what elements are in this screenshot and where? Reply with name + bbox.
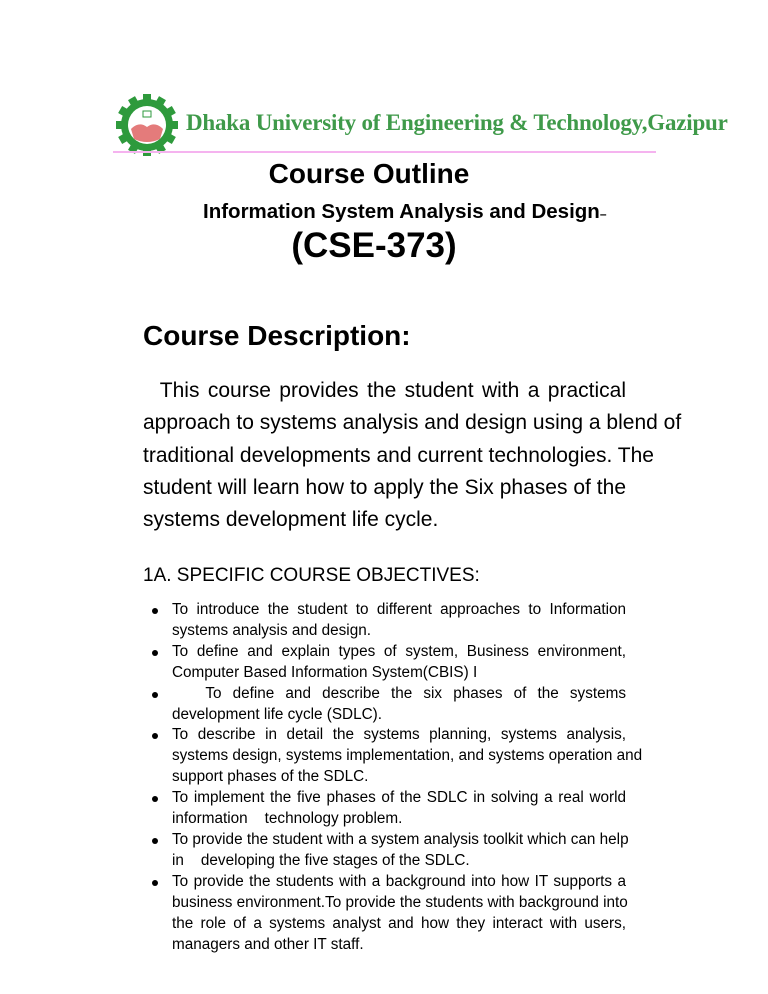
objectives-list [152,600,643,955]
objective-line: To define and explain types of system, Business environment, [172,642,626,660]
university-logo [114,93,180,157]
course-name [203,200,607,224]
objective-line: the role of a systems analyst and how they interact with users, [172,914,626,932]
objective-line: development life cycle (SDLC). [172,705,382,723]
header-divider [113,151,656,153]
objective-line: Computer Based Information System(CBIS) I [172,663,478,681]
objective-item [152,872,626,956]
objective-item [152,684,626,726]
objective-item [152,725,643,788]
description-line: This course provides the student with a practical [143,379,626,402]
course-name-suffix: – [599,207,607,221]
objective-item [152,830,629,872]
objective-line: in developing the five stages of the SDLC. [172,851,470,869]
university-name: Dhaka University of Engineering & Technology,Gazipur [186,110,728,135]
objective-item [152,600,626,642]
objective-item [152,642,626,684]
objective-line: information technology problem. [172,810,403,828]
description-line: systems development life cycle. [143,508,439,532]
objective-line: To implement the five phases of the SDLC in solving a real world [172,789,626,807]
objective-line: support phases of the SDLC. [172,768,369,786]
objective-line: To introduce the student to different approaches to Information [172,601,626,618]
objective-line: To define and describe the six phases of the systems [172,684,626,702]
objective-line: To provide the student with a system analysis toolkit which can help [172,830,629,848]
objective-item [152,788,626,830]
description-paragraph [143,375,682,536]
bullet-icon [152,608,158,614]
course-code: (CSE-373) [291,226,457,265]
bullet-icon [152,733,158,739]
objective-line: managers and other IT staff. [172,935,364,953]
bullet-icon [152,796,158,802]
objectives-heading: 1A. SPECIFIC COURSE OBJECTIVES: [143,565,480,586]
bullet-icon [152,650,158,656]
description-line: approach to systems analysis and design using a blend of [143,411,682,435]
bullet-icon [152,692,158,698]
description-line: student will learn how to apply the Six phases of the [143,475,626,499]
bullet-icon [152,838,158,844]
description-heading: Course Description: [143,320,411,351]
page-title: Course Outline [268,158,470,189]
course-name-text: Information System Analysis and Design [203,200,600,223]
description-line: traditional developments and current technologies. The [143,443,654,467]
objective-line: systems analysis and design. [172,621,371,639]
objective-line: To provide the students with a background into how IT supports a [172,872,626,890]
objective-line: systems design, systems implementation, and systems operation and [172,747,643,765]
bullet-icon [152,880,158,886]
objective-line: business environment.To provide the students with background into [172,893,628,911]
objective-line: To describe in detail the systems planning, systems analysis, [172,726,626,744]
